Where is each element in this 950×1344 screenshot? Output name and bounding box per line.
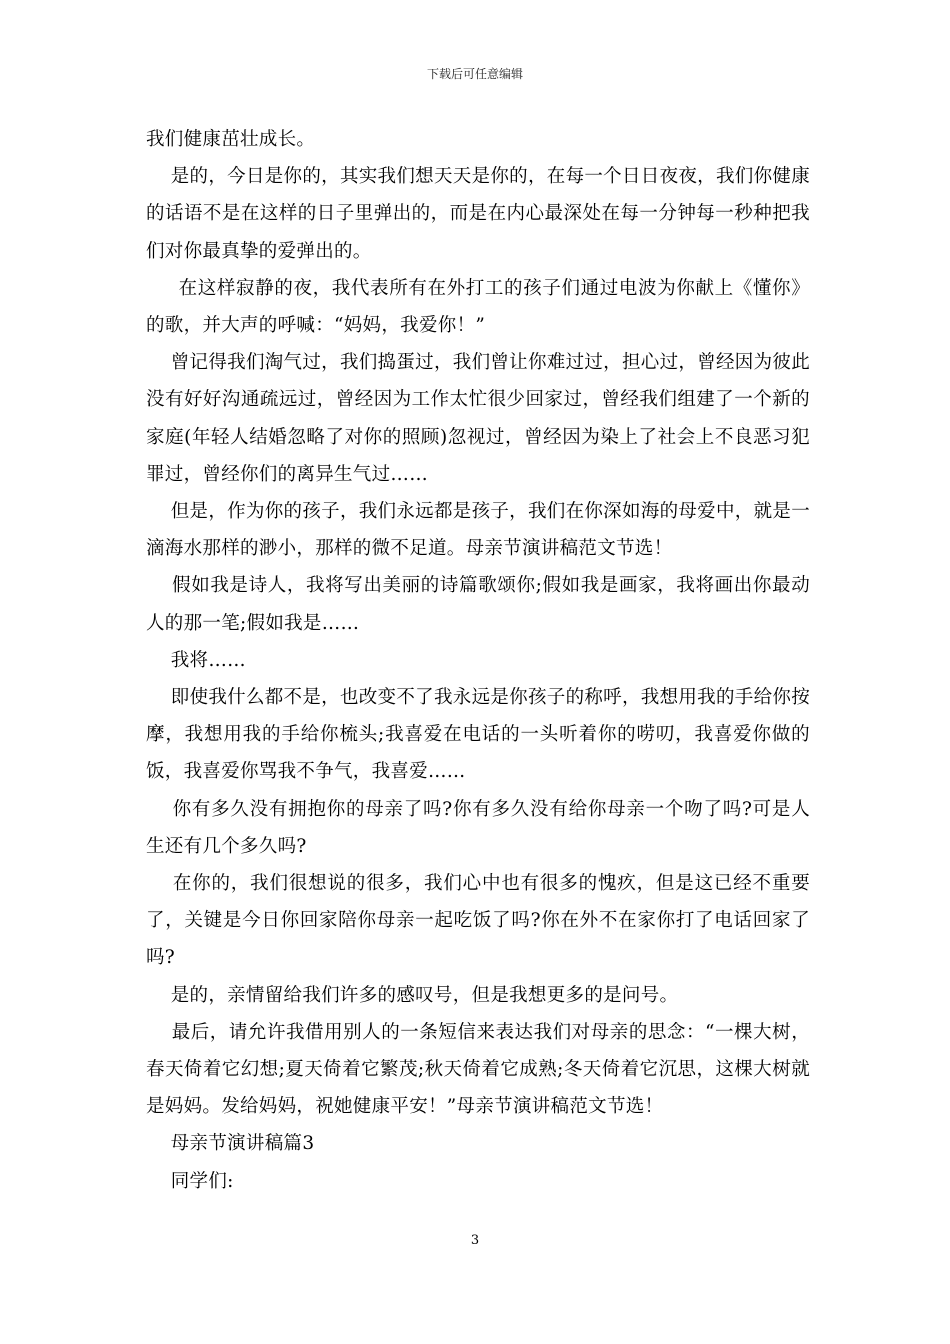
paragraph: 我将…… [146, 649, 246, 671]
paragraph: 最后，请允许我借用别人的一条短信来表达我们对母亲的思念：“一棵大树，春天倚着它幻想;夏天倚着它繁茂;秋天倚着它成熟;冬天倚着它沉思，这棵大树就是妈妈。发给妈妈，祝她健康平安！”母亲节演讲稿范文节选！ [146, 1021, 810, 1118]
section-heading: 母亲节演讲稿篇3 [146, 1133, 315, 1155]
paragraph: 假如我是诗人，我将写出美丽的诗篇歌颂你;假如我是画家，我将画出你最动人的那一笔;假如我是…… [146, 575, 810, 634]
paragraph: 即使我什么都不是，也改变不了我永远是你孩子的称呼，我想用我的手给你按摩，我想用我的手给你梳头;我喜爱在电话的一头听着你的唠叨，我喜爱你做的饭，我喜爱你骂我不争气，我喜爱…… [146, 687, 810, 783]
paragraph: 在这样寂静的夜，我代表所有在外打工的孩子们通过电波为你献上《懂你》的歌，并大声的呼喊：“妈妈，我爱你！” [146, 277, 811, 337]
paragraph: 你有多久没有拥抱你的母亲了吗?你有多久没有给你母亲一个吻了吗?可是人生还有几个多久吗? [146, 798, 810, 857]
paragraph: 是的，亲情留给我们许多的感叹号，但是我想更多的是问号。 [146, 984, 679, 1006]
paragraph: 曾记得我们淘气过，我们捣蛋过，我们曾让你难过过，担心过，曾经因为彼此没有好好沟通疏远过，曾经因为工作太忙很少回家过，曾经我们组建了一个新的家庭(年轻人结婚忽略了对你的照顾)忽视过，曾经因为染上了社会上不良恶习犯罪过，曾经你们的离异生气过…… [146, 352, 810, 485]
page-header: 下载后可任意编辑 [426, 67, 523, 81]
paragraph-continuation: 我们健康茁壮成长。 [146, 129, 316, 150]
paragraph: 是的，今日是你的，其实我们想天天是你的，在每一个日日夜夜，我们你健康的话语不是在这样的日子里弹出的，而是在内心最深处在每一分钟每一秒种把我们对你最真挚的爱弹出的。 [146, 166, 810, 262]
salutation: 同学们: [146, 1170, 234, 1192]
page-number: 3 [470, 1233, 480, 1248]
paragraph: 在你的，我们很想说的很多，我们心中也有很多的愧疚，但是这已经不重要了，关键是今日你回家陪你母亲一起吃饭了吗?你在外不在家你打了电话回家了吗? [146, 873, 810, 969]
paragraph: 但是，作为你的孩子，我们永远都是孩子，我们在你深如海的母爱中，就是一滴海水那样的渺小，那样的微不足道。母亲节演讲稿范文节选！ [146, 501, 810, 560]
document-body [146, 121, 810, 1200]
